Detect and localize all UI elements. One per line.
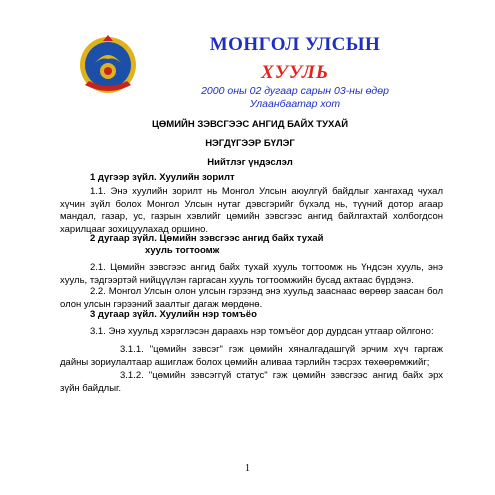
article-2-heading xyxy=(90,233,324,257)
paragraph-text: 1.1. Энэ хуулийн зорилт нь Монгол Улсын аюулгүй байдлыг хангахад чухал хүчин зүйл болох Монгол Улсын нутаг дэвсгэрийг бүхэлд нь, түүний дотор агаар мандал, газар, ус, газрын хэвлийг цөмийн зэвсгээс ангид байлгахтай холбогдсон харилцааг зохицуулахад оршино. xyxy=(60,186,443,235)
article-2-paragraph-2 xyxy=(60,286,443,311)
paragraph-text: 3.1. Энэ хуульд хэрэглэсэн дараахь нэр томъёог дор дурдсан утгаар ойлгоно: xyxy=(90,326,434,337)
page-number: 1 xyxy=(245,463,250,474)
article-3-paragraph-3 xyxy=(60,370,443,395)
article-2-heading-line-1: 2 дугаар зүйл. Цөмийн зэвсгээс ангид байх тухай xyxy=(90,233,324,244)
article-2-paragraph-1 xyxy=(60,262,443,287)
header-date: 2000 оны 02 дугаар сарын 03-ны өдөр xyxy=(201,85,389,97)
header-place: Улаанбаатар хот xyxy=(249,98,341,110)
article-1-paragraph-1 xyxy=(60,186,443,236)
law-title: ЦӨМИЙН ЗЭВСГЭЭС АНГИД БАЙХ ТУХАЙ xyxy=(151,119,349,130)
state-emblem-icon xyxy=(77,33,139,95)
article-3-paragraph-2 xyxy=(60,344,443,369)
header-title-law: ХУУЛЬ xyxy=(261,62,329,83)
paragraph-text: 2.2. Монгол Улсын олон улсын гэрээнд энэ хуульд зааснаас өөрөөр заасан бол олон улсын гэрээний заалтыг дагаж мөрдөнө. xyxy=(60,286,443,310)
chapter-heading: НЭГДҮГЭЭР БҮЛЭГ xyxy=(205,138,295,149)
article-3-heading: 3 дугаар зүйл. Хуулийн нэр томъёо xyxy=(90,309,257,320)
paragraph-text: 3.1.1. "цөмийн зэвсэг" гэж цөмийн хяналгадашгүй эрчим хүч гаргаж дайны зориулалтаар ашиглаж болох цөмийн аливаа тэрлийн тэсрэх төхөөрөмжийг; xyxy=(60,344,443,368)
header-title-country: МОНГОЛ УЛСЫН xyxy=(209,34,381,55)
article-1-heading: 1 дүгээр зүйл. Хуулийн зорилт xyxy=(90,172,235,183)
article-3-paragraph-1 xyxy=(60,326,443,339)
article-2-heading-line-2: хууль тогтоомж xyxy=(145,245,220,256)
paragraph-text: 2.1. Цөмийн зэвсгээс ангид байх тухай хууль тогтоомж нь Үндсэн хууль, энэ хууль, тэдгээртэй нийцүүлэн гаргасан хууль тогтоомжийн бусад актаас бүрдэнэ. xyxy=(60,262,443,286)
paragraph-text: 3.1.2. "цөмийн зэвсэггүй статус" гэж цөмийн зэвсгээс ангид байх эрх зүйн байдлыг. xyxy=(60,370,443,394)
chapter-name: Нийтлэг үндэслэл xyxy=(207,157,293,168)
